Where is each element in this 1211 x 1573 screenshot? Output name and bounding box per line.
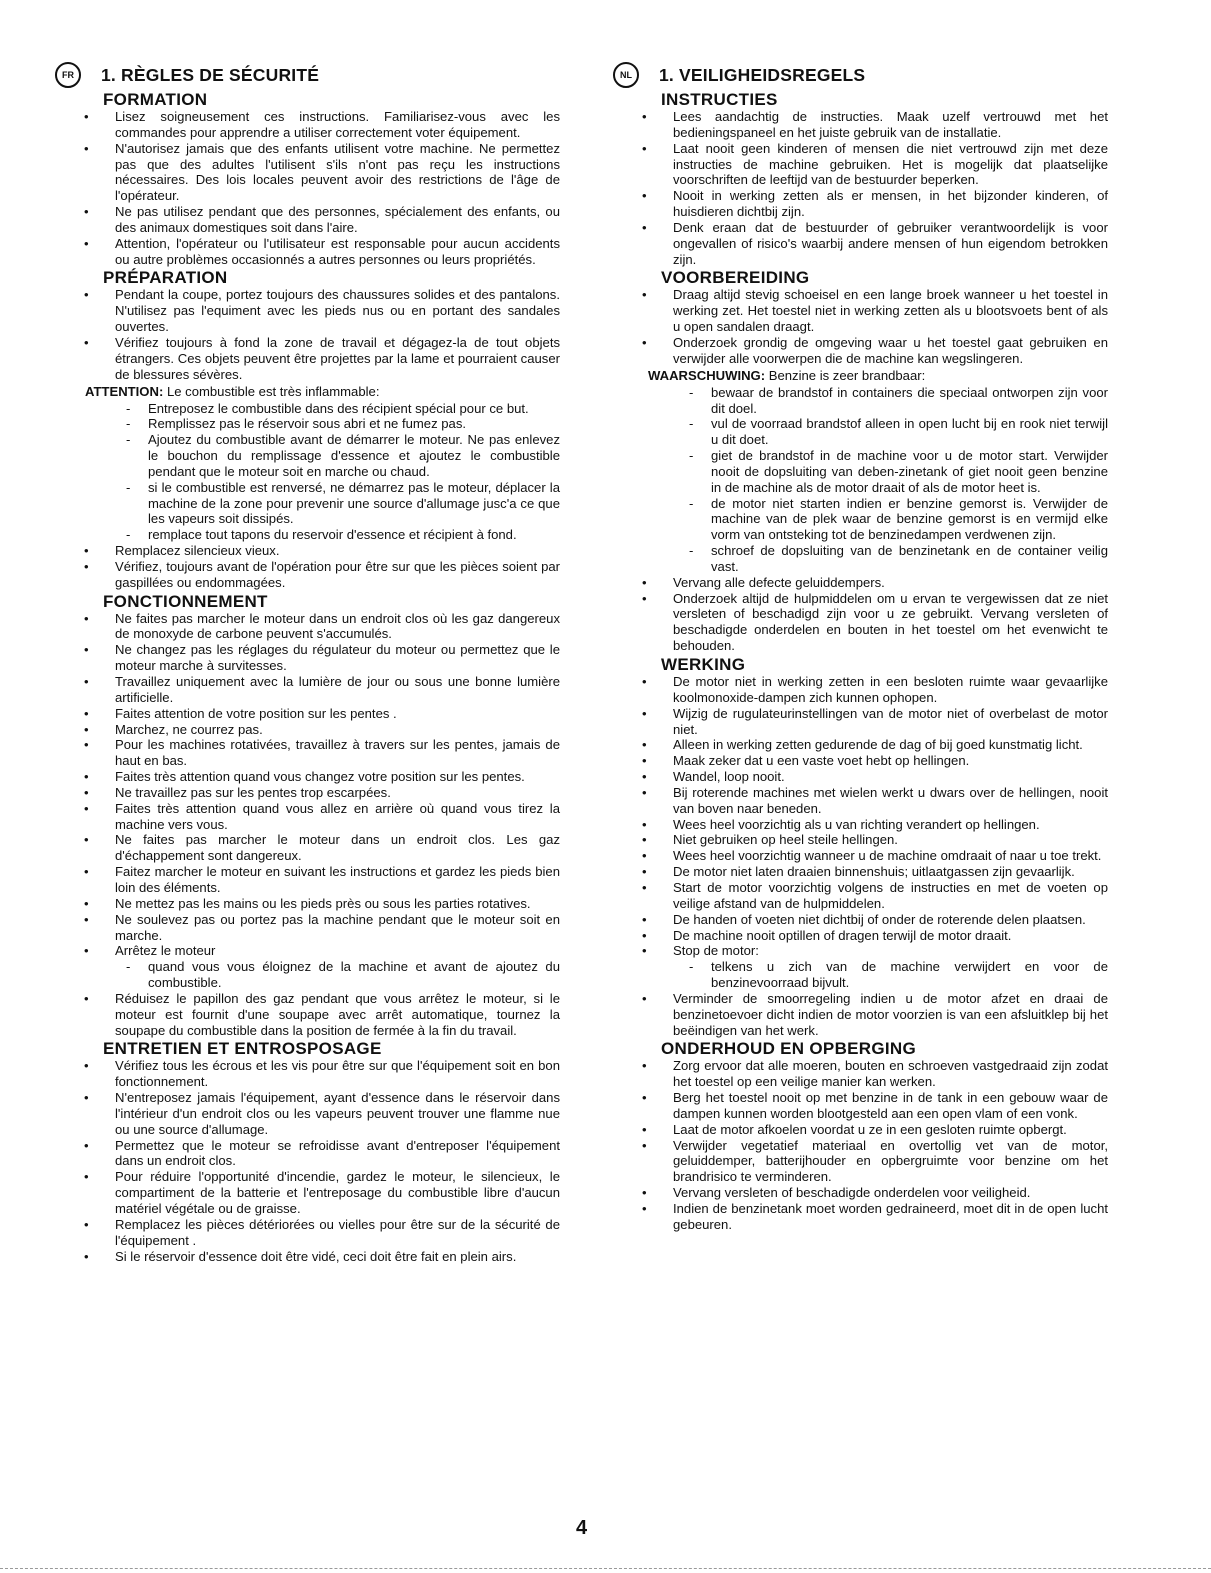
fr-fonctionnement-list-item: • Marchez, ne courrez pas. (115, 722, 560, 738)
fr-fonctionnement-list-item: • Faitez marcher le moteur en suivant les instructions et gardez les pieds bien loin des éléments. (115, 864, 560, 896)
fr-entretien-list-item: • N'entreposez jamais l'équipement, ayant d'essence dans le réservoir dans l'intérieur d'un endroit clos ou les vapeurs peuvent trouver une flamme nue ou une source d'allumage. (115, 1090, 560, 1138)
nl-voorbereiding-list-2-item: • Onderzoek altijd de hulpmiddelen om u ervan te vergewissen dat ze niet versleten of beschadigd zijn voor u ze gebruikt. Vervang versleten of beschadigde onderdelen en bouten in het toestel om het evenwicht te behouden. (673, 591, 1108, 654)
nl-fuel-warning-list-item: - vul de voorraad brandstof alleen in open lucht bij en rook niet terwijl u dit doet. (711, 416, 1108, 448)
nl-werking-list-item: • Bij roterende machines met wielen werkt u dwars over de hellingen, nooit van boven naar beneden. (673, 785, 1108, 817)
fr-preparation-list-2-item: • Remplacez silencieux vieux. (115, 543, 560, 559)
fr-language-badge: FR (55, 62, 81, 88)
fr-fonctionnement-list-item: • Ne changez pas les réglages du régulateur du moteur ou permettez que le moteur marche à survitesses. (115, 642, 560, 674)
fr-formation-list-item: • N'autorisez jamais que des enfants utilisent votre machine. Ne permettez pas que des adultes l'utilisent s'ils n'ont pas reçu les instructions nécessaires. Des lois locales peuvent avoir des restrictions de l'âge de l'opérateur. (115, 141, 560, 204)
fr-fonctionnement-list-item: • Faites attention de votre position sur les pentes . (115, 706, 560, 722)
nl-werking-list-item: • De machine nooit optillen of dragen terwijl de motor draait. (673, 928, 1108, 944)
nl-werking-list-item: • De motor niet laten draaien binnenshuis; uitlaatgassen zijn gevaarlijk. (673, 864, 1108, 880)
nl-onderhoud-list-item: • Zorg ervoor dat alle moeren, bouten en schroeven vastgedraaid zijn zodat het toestel op een veilige manier kan werken. (673, 1058, 1108, 1090)
nl-instructies-list-item: • Denk eraan dat de bestuurder of gebruiker verantwoordelijk is voor ongevallen of risico's waarbij andere mensen of hun eigendom betrokken zijn. (673, 220, 1108, 268)
nl-instructies-list (613, 109, 1108, 267)
nl-voorbereiding-list-2-item: • Vervang alle defecte geluiddempers. (673, 575, 1108, 591)
nl-onderhoud-list-item: • Laat de motor afkoelen voordat u ze in een gesloten ruimte opbergt. (673, 1122, 1108, 1138)
nl-werking-list-item: • Wijzig de rugulateurinstellingen van de motor niet of overbelast de motor niet. (673, 706, 1108, 738)
fr-preparation-list (55, 287, 560, 382)
french-column (55, 62, 560, 1264)
nl-werking-list-item: • Niet gebruiken op heel steile hellingen. (673, 832, 1108, 848)
nl-werking-list-item: • Stop de motor: (673, 943, 1108, 959)
fr-page-title: 1. RÈGLES DE SÉCURITÉ (101, 64, 320, 85)
fr-entretien-list-item: • Si le réservoir d'essence doit être vidé, ceci doit être fait en plein airs. (115, 1249, 560, 1265)
fr-fuel-warning-list-item: - remplace tout tapons du reservoir d'essence et récipient à fond. (148, 527, 560, 543)
nl-title-row (613, 62, 1108, 88)
nl-onderhoud-list-item: • Indien de benzinetank moet worden gedraineerd, moet dit in de open lucht gebeuren. (673, 1201, 1108, 1233)
nl-fuel-warning-list-item: - giet de brandstof in de machine voor u de motor start. Verwijder nooit de dopsluiting van deben-zinetank of giet nooit geen benzine in de machine als de motor draait of als de motor heet is. (711, 448, 1108, 496)
nl-onderhoud-list-item: • Vervang versleten of beschadigde onderdelen voor veiligheid. (673, 1185, 1108, 1201)
nl-werking-list-2-item: • Verminder de smoorregeling indien u de motor afzet en draai de benzinetoevoer dicht indien de motor voorzien is van een afsluitklep bij het beëindigen van het werk. (673, 991, 1108, 1039)
fr-title-row (55, 62, 560, 88)
fr-entretien-list-item: • Remplacez les pièces détériorées ou vielles pour être sur de la sécurité de l'équipement . (115, 1217, 560, 1249)
nl-onderhoud-list-item: • Verwijder vegetatief materiaal en overtollig vet van de motor, geluiddemper, batterijhouder en opbergruimte voor benzine om het brandrisico te verminderen. (673, 1138, 1108, 1186)
fr-fonctionnement-list-item: • Ne faites pas marcher le moteur dans un endroit clos où les gaz dangereux de monoxyde de carbone peuvent s'accumulés. (115, 611, 560, 643)
nl-fuel-warning-list-item: - bewaar de brandstof in containers die speciaal ontworpen zijn voor dit doel. (711, 385, 1108, 417)
fr-fonctionnement-list-item: • Ne faites pas marcher le moteur dans un endroit clos. Les gaz d'échappement sont dangereux. (115, 832, 560, 864)
fr-fonctionnement-list-item: • Faites très attention quand vous allez en arrière où quand vous tirez la machine vers vous. (115, 801, 560, 833)
fr-entretien-list-item: • Vérifiez tous les écrous et les vis pour être sur que l'équipement soit en bon fonctionnement. (115, 1058, 560, 1090)
fr-formation-list-item: • Ne pas utilisez pendant que des personnes, spécialement des enfants, ou des animaux domestiques soit dans l'aire. (115, 204, 560, 236)
fr-preparation-list-item: • Vérifiez toujours à fond la zone de travail et dégagez-la de tout objets étrangers. Ces objets peuvent être projettes par la lame et pourraient causer de blessures sévères. (115, 335, 560, 383)
fr-warning-text: Le combustible est très inflammable: (163, 383, 380, 399)
nl-voorbereiding-list (613, 287, 1108, 366)
nl-werking-list (613, 674, 1108, 959)
nl-werking-list-item: • De motor niet in werking zetten in een besloten ruimte waar gevaarlijke koolmonoxide-dampen zich kunnen ophopen. (673, 674, 1108, 706)
nl-voorbereiding-heading: VOORBEREIDING (661, 268, 810, 288)
nl-onderhoud-list (613, 1058, 1108, 1232)
fr-fuel-warning-list-item: - Entreposez le combustible dans des récipient spécial pour ce but. (148, 401, 560, 417)
nl-fuel-warning-list-item: - de motor niet starten indien er benzine gemorst is. Verwijder de machine van de plek waar de benzine gemorst is en vermijd elke vorm van ontsteking tot de benzinedampen verdwenen zijn. (711, 496, 1108, 544)
nl-stop-engine-list-item: - telkens u zich van de machine verwijdert en voor de benzinevoorraad bijvult. (711, 959, 1108, 991)
fr-fonctionnement-list-item: • Travaillez uniquement avec la lumière de jour ou sous une bonne lumière artificielle. (115, 674, 560, 706)
fr-fonctionnement-list-2 (55, 991, 560, 1039)
nl-instructies-heading: INSTRUCTIES (661, 90, 778, 109)
bottom-divider (0, 1568, 1211, 1570)
fr-fuel-warning-list-item: - Remplissez pas le réservoir sous abri et ne fumez pas. (148, 416, 560, 432)
fr-warning-label: ATTENTION: (85, 383, 164, 399)
fr-preparation-heading: PRÉPARATION (103, 268, 228, 288)
fr-formation-heading: FORMATION (103, 90, 208, 109)
fr-entretien-list (55, 1058, 560, 1264)
nl-voorbereiding-list-item: • Onderzoek grondig de omgeving waar u het toestel gaat gebruiken en verwijder alle voorwerpen die de machine kan wegslingeren. (673, 335, 1108, 367)
fr-fonctionnement-list-item: • Ne soulevez pas ou portez pas la machine pendant que le moteur soit en marche. (115, 912, 560, 944)
nl-werking-list-item: • Wees heel voorzichtig als u van richting verandert op hellingen. (673, 817, 1108, 833)
nl-werking-heading: WERKING (661, 655, 746, 674)
fr-entretien-list-item: • Pour réduire l'opportunité d'incendie, gardez le moteur, le silencieux, le compartiment de la batterie et l'entreposage du combustible libre d'aucun matériel végétale ou de graisse. (115, 1169, 560, 1217)
nl-instructies-list-item: • Laat nooit geen kinderen of mensen die niet vertrouwd zijn met deze instructies de machine gebruiken. Het is mogelijk dat plaatselijke voorschriften de leeftijd van de bestuurder beperken. (673, 141, 1108, 189)
fr-fonctionnement-list-item: • Faites très attention quand vous changez votre position sur les pentes. (115, 769, 560, 785)
fr-fuel-warning-list (55, 401, 560, 544)
nl-instructies-list-item: • Nooit in werking zetten als er mensen, in het bijzonder kinderen, of huisdieren dichtbij zijn. (673, 188, 1108, 220)
fr-formation-list-item: • Lisez soigneusement ces instructions. Familiarisez-vous avec les commandes pour apprendre a utiliser correctement voter équipement. (115, 109, 560, 141)
fr-formation-list (55, 109, 560, 267)
fr-preparation-list-item: • Pendant la coupe, portez toujours des chaussures solides et des pantalons. N'utilisez pas l'equiment avec les pieds nus ou en portant des sandales ouvertes. (115, 287, 560, 335)
fr-preparation-list-2 (55, 543, 560, 591)
fr-fonctionnement-list (55, 611, 560, 960)
fr-fonctionnement-heading: FONCTIONNEMENT (103, 591, 268, 611)
fr-fonctionnement-list-item: • Ne travaillez pas sur les pentes trop escarpées. (115, 785, 560, 801)
fr-fonctionnement-list-item: • Arrêtez le moteur (115, 943, 560, 959)
fr-fuel-warning-list-item: - Ajoutez du combustible avant de démarrer le moteur. Ne pas enlevez le bouchon du remplissage d'essence et ajoutez le combustible pendant que le moteur soit en marche ou chaud. (148, 432, 560, 480)
nl-language-badge: NL (613, 62, 639, 88)
nl-werking-list-2 (613, 991, 1108, 1039)
nl-onderhoud-list-item: • Berg het toestel nooit op met benzine in de tank in een gebouw waar de dampen kunnen worden blootgesteld aan een open vlam of een vonk. (673, 1090, 1108, 1122)
fr-fonctionnement-list-2-item: • Réduisez le papillon des gaz pendant que vous arrêtez le moteur, si le moteur est fournit d'une soupape avec arrêt automatique, tournez la soupape du combustible dans la position de fermée à la fin du travail. (115, 991, 560, 1039)
nl-werking-list-item: • Maak zeker dat u een vaste voet hebt op hellingen. (673, 753, 1108, 769)
nl-onderhoud-heading: ONDERHOUD EN OPBERGING (661, 1039, 917, 1059)
fr-entretien-list-item: • Permettez que le moteur se refroidisse avant d'entreposer l'équipement dans un endroit clos. (115, 1138, 560, 1170)
nl-werking-list-item: • De handen of voeten niet dichtbij of onder de roterende delen plaatsen. (673, 912, 1108, 928)
nl-werking-list-item: • Wandel, loop nooit. (673, 769, 1108, 785)
nl-instructies-list-item: • Lees aandachtig de instructies. Maak uzelf vertrouwd met het bedieningspaneel en het juiste gebruik van de installatie. (673, 109, 1108, 141)
fr-stop-engine-list-item: - quand vous vous éloignez de la machine et avant de ajoutez du combustible. (148, 959, 560, 991)
fr-fonctionnement-list-item: • Pour les machines rotativées, travaillez à travers sur les pentes, jamais de haut en bas. (115, 737, 560, 769)
page-number: 4 (576, 1517, 588, 1539)
fr-fuel-warning (85, 384, 560, 400)
nl-werking-list-item: • Start de motor voorzichtig volgens de instructies en met de voeten op veilige afstand van de hulpmiddelen. (673, 880, 1108, 912)
nl-stop-engine-list (613, 959, 1108, 991)
nl-voorbereiding-list-item: • Draag altijd stevig schoeisel en een lange broek wanneer u het toestel in werking zet. Het toestel niet in werking zetten als u blootsvoets bent of als u open sandalen draagt. (673, 287, 1108, 335)
dutch-column (613, 62, 1108, 1233)
nl-voorbereiding-list-2 (613, 575, 1108, 654)
nl-fuel-warning-list (613, 385, 1108, 575)
nl-warning-text: Benzine is zeer brandbaar: (765, 367, 926, 383)
nl-page-title: 1. VEILIGHEIDSREGELS (659, 64, 866, 85)
fr-preparation-list-2-item: • Vérifiez, toujours avant de l'opération pour être sur que les pièces soient par gaspillées ou endommagées. (115, 559, 560, 591)
fr-stop-engine-list (55, 959, 560, 991)
fr-fuel-warning-list-item: - si le combustible est renversé, ne démarrez pas le moteur, déplacer la machine de la zone pour prevenir une source d'allumage jusc'a ce que les vapeurs soit dissipés. (148, 480, 560, 528)
fr-formation-list-item: • Attention, l'opérateur ou l'utilisateur est responsable pour aucun accidents ou autre problèmes occasionnés a autres personnes ou leurs propriétés. (115, 236, 560, 268)
fr-entretien-heading: ENTRETIEN ET ENTROSPOSAGE (103, 1039, 382, 1059)
nl-werking-list-item: • Alleen in werking zetten gedurende de dag of bij goed kunstmatig licht. (673, 737, 1108, 753)
nl-werking-list-item: • Wees heel voorzichtig wanneer u de machine omdraait of naar u toe trekt. (673, 848, 1108, 864)
nl-warning-label: WAARSCHUWING: (648, 367, 766, 383)
nl-fuel-warning (648, 368, 1108, 384)
nl-fuel-warning-list-item: - schroef de dopsluiting van de benzinetank en de container veilig vast. (711, 543, 1108, 575)
fr-fonctionnement-list-item: • Ne mettez pas les mains ou les pieds près ou sous les parties rotatives. (115, 896, 560, 912)
